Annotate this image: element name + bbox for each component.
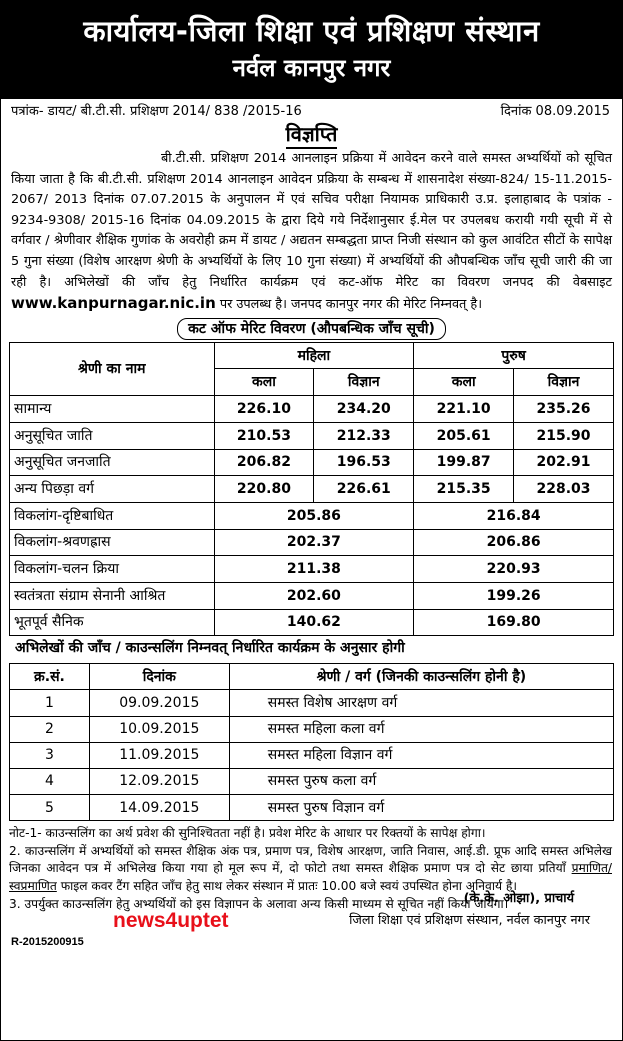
female-science-score: 212.33 — [314, 422, 414, 449]
category: समस्त विशेष आरक्षण वर्ग — [229, 690, 613, 716]
merit-row — [10, 396, 614, 423]
category: समस्त पुरुष कला वर्ग — [229, 768, 613, 794]
male-arts-score: 215.35 — [414, 476, 514, 503]
male-science-score: 235.26 — [514, 396, 614, 423]
merit-row-combined — [10, 609, 614, 636]
female-score: 202.60 — [214, 582, 414, 609]
male-science-header: विज्ञान — [514, 369, 614, 396]
male-score: 216.84 — [414, 502, 614, 529]
merit-table — [9, 342, 614, 637]
counselling-header-row — [10, 664, 614, 690]
date-header: दिनांक — [89, 664, 229, 690]
female-header: महिला — [214, 342, 414, 369]
merit-row — [10, 422, 614, 449]
female-score: 140.62 — [214, 609, 414, 636]
reference-line — [1, 99, 622, 121]
female-science-score: 226.61 — [314, 476, 414, 503]
merit-row-combined — [10, 502, 614, 529]
female-score: 205.86 — [214, 502, 414, 529]
male-science-score: 202.91 — [514, 449, 614, 476]
female-science-score: 234.20 — [314, 396, 414, 423]
counselling-table — [9, 663, 614, 821]
website-link[interactable]: www.kanpurnagar.nic.in — [11, 294, 216, 313]
office-location: नर्वल कानपुर नगर — [232, 54, 391, 82]
date: 09.09.2015 — [89, 690, 229, 716]
category: समस्त महिला कला वर्ग — [229, 716, 613, 742]
male-arts-header: कला — [414, 369, 514, 396]
merit-heading-wrap — [1, 318, 622, 342]
category-header: श्रेणी / वर्ग (जिनकी काउन्सलिंग होनी है) — [229, 664, 613, 690]
signatory: (के.के. ओझा), प्राचार्य — [463, 891, 574, 907]
counselling-row — [10, 795, 614, 821]
male-science-score: 215.90 — [514, 422, 614, 449]
category-header: श्रेणी का नाम — [10, 342, 215, 395]
category-name: अनुसूचित जाति — [10, 422, 215, 449]
female-arts-score: 206.82 — [214, 449, 314, 476]
female-arts-header: कला — [214, 369, 314, 396]
body-text-end: पर उपलब्ध है। जनपद कानपुर नगर की मेरिट निम्नवत् है। — [219, 297, 483, 313]
category-name: अनुसूचित जनजाति — [10, 449, 215, 476]
merit-row-combined — [10, 556, 614, 583]
merit-row — [10, 449, 614, 476]
male-header: पुरुष — [414, 342, 614, 369]
sno-header: क्र.सं. — [10, 664, 90, 690]
merit-heading: कट ऑफ मेरिट विवरण (औपबन्धिक जाँच सूची) — [177, 318, 446, 340]
counselling-row — [10, 690, 614, 716]
counselling-row — [10, 742, 614, 768]
date: 10.09.2015 — [89, 716, 229, 742]
male-score: 220.93 — [414, 556, 614, 583]
male-arts-score: 199.87 — [414, 449, 514, 476]
office-title: कार्यालय-जिला शिक्षा एवं प्रशिक्षण संस्थान — [83, 14, 540, 48]
female-arts-score: 226.10 — [214, 396, 314, 423]
category-name: विकलांग-चलन क्रिया — [10, 556, 215, 583]
note-2-text: 2. काउन्सलिंग में अभ्यर्थियों को समस्त शैक्षिक अंक पत्र, प्रमाण पत्र, विशेष आरक्षण, जाति निवास, आई.डी. प्रूफ आदि समस्त अभिलेख जिनका आवेदन पत्र में अभिलेख किया गया हो मूल रूप में, दो फोटो तथा समस्त शैक्षिक प्रमाण पत्र दो सेट छाया प्रतियाँ — [9, 843, 612, 876]
merit-header-row-1 — [10, 342, 614, 369]
merit-row-combined — [10, 582, 614, 609]
sno: 1 — [10, 690, 90, 716]
header-banner — [1, 1, 622, 99]
sno: 5 — [10, 795, 90, 821]
sno: 4 — [10, 768, 90, 794]
category-name: अन्य पिछड़ा वर्ग — [10, 476, 215, 503]
notice-title: विज्ञप्ति — [286, 121, 338, 149]
category-name: विकलांग-दृष्टिबाधित — [10, 502, 215, 529]
counselling-heading: अभिलेखों की जाँच / काउन्सलिंग निम्नवत् निर्धारित कार्यक्रम के अनुसार होगी — [15, 640, 405, 657]
male-arts-score: 221.10 — [414, 396, 514, 423]
note-2 — [9, 843, 612, 896]
merit-row-combined — [10, 529, 614, 556]
male-science-score: 228.03 — [514, 476, 614, 503]
sno: 3 — [10, 742, 90, 768]
brand-watermark: news4uptet — [113, 909, 229, 933]
counselling-row — [10, 716, 614, 742]
category-name: सामान्य — [10, 396, 215, 423]
note-2-text-end: फाइल कवर टैंग सहित जाँच हेतु साथ लेकर संस्थान में प्रातः 10.00 बजे स्वयं उपस्थित होना अनिवार्य है। — [60, 879, 518, 894]
counselling-row — [10, 768, 614, 794]
merit-row — [10, 476, 614, 503]
male-arts-score: 205.61 — [414, 422, 514, 449]
male-score: 169.80 — [414, 609, 614, 636]
category-name: स्वतंत्रता संग्राम सेनानी आश्रित — [10, 582, 215, 609]
category: समस्त महिला विज्ञान वर्ग — [229, 742, 613, 768]
institute-name: जिला शिक्षा एवं प्रशिक्षण संस्थान, नर्वल कानपुर नगर — [349, 913, 590, 929]
male-score: 199.26 — [414, 582, 614, 609]
female-score: 211.38 — [214, 556, 414, 583]
note-1: नोट-1- काउन्सलिंग का अर्थ प्रवेश की सुनिश्चितता नहीं है। प्रवेश मेरिट के आधार पर रिक्तयों के सापेक्ष होगा। — [9, 826, 486, 841]
note-3: 3. उपर्युक्त काउन्सलिंग हेतु अभ्यर्थियों को इस विज्ञापन के अलावा अन्य किसी माध्यम से सूचित नहीं किया जायेगा। — [9, 896, 509, 911]
date: 11.09.2015 — [89, 742, 229, 768]
date: 14.09.2015 — [89, 795, 229, 821]
notice-body — [1, 149, 622, 316]
date: 12.09.2015 — [89, 768, 229, 794]
registration-number: R-2015200915 — [11, 936, 84, 949]
female-arts-score: 210.53 — [214, 422, 314, 449]
female-score: 202.37 — [214, 529, 414, 556]
body-text: बी.टी.सी. प्रशिक्षण 2014 आनलाइन प्रक्रिया में आवेदन करने वाले समस्त अभ्यर्थियों को सूचित किया जाता है कि बी.टी.सी. प्रशिक्षण 2014 आनलाइन आवेदन प्रक्रिया के सम्बन्ध में शासनादेश संख्या-824/ 15-11.2015-2067/ 2013 दिनांक 07.07.2015 के अनुपालन में एवं सचिव परीक्षा नियामक प्राधिकारी उ.प्र. इलाहाबाद के पत्रांक - 9234-9308/ 2015-16 दिनांक 04.09.2015 के द्वारा दिये गये निर्देशानुसार ई.मेल पर उपलबध करायी गयी सूची में से वर्गवार / श्रेणीवार शैक्षिक गुणांक के अवरोही क्रम में डायट / अद्यतन सम्बद्धता प्राप्त निजी संस्थान को कुल आवंटित सीटों के सापेक्ष 5 गुना संख्या (विशेष आरक्षण श्रेणी के अभ्यर्थियों के लिए 10 गुना संख्या) में अभ्यर्थियों की औपबन्धिक जाँच सूची जारी की जा रही है। अभिलेखों की जाँच हेतु निर्धारित कार्यक्रम एवं कट-ऑफ मेरिट का विवरण जनपद की वेबसाइट — [11, 151, 612, 290]
female-science-header: विज्ञान — [314, 369, 414, 396]
female-arts-score: 220.80 — [214, 476, 314, 503]
category-name: विकलांग-श्रवणह्रास — [10, 529, 215, 556]
notice-title-wrap — [1, 121, 622, 149]
note-2-underlined: प्रमाणित/ स्वप्रमाणित — [9, 861, 612, 894]
category-name: भूतपूर्व सैनिक — [10, 609, 215, 636]
sno: 2 — [10, 716, 90, 742]
female-science-score: 196.53 — [314, 449, 414, 476]
reference-date: दिनांक 08.09.2015 — [500, 104, 610, 119]
category: समस्त पुरुष विज्ञान वर्ग — [229, 795, 613, 821]
male-score: 206.86 — [414, 529, 614, 556]
reference-number: पत्रांक- डायट/ बी.टी.सी. प्रशिक्षण 2014/ 838 /2015-16 — [11, 104, 302, 119]
